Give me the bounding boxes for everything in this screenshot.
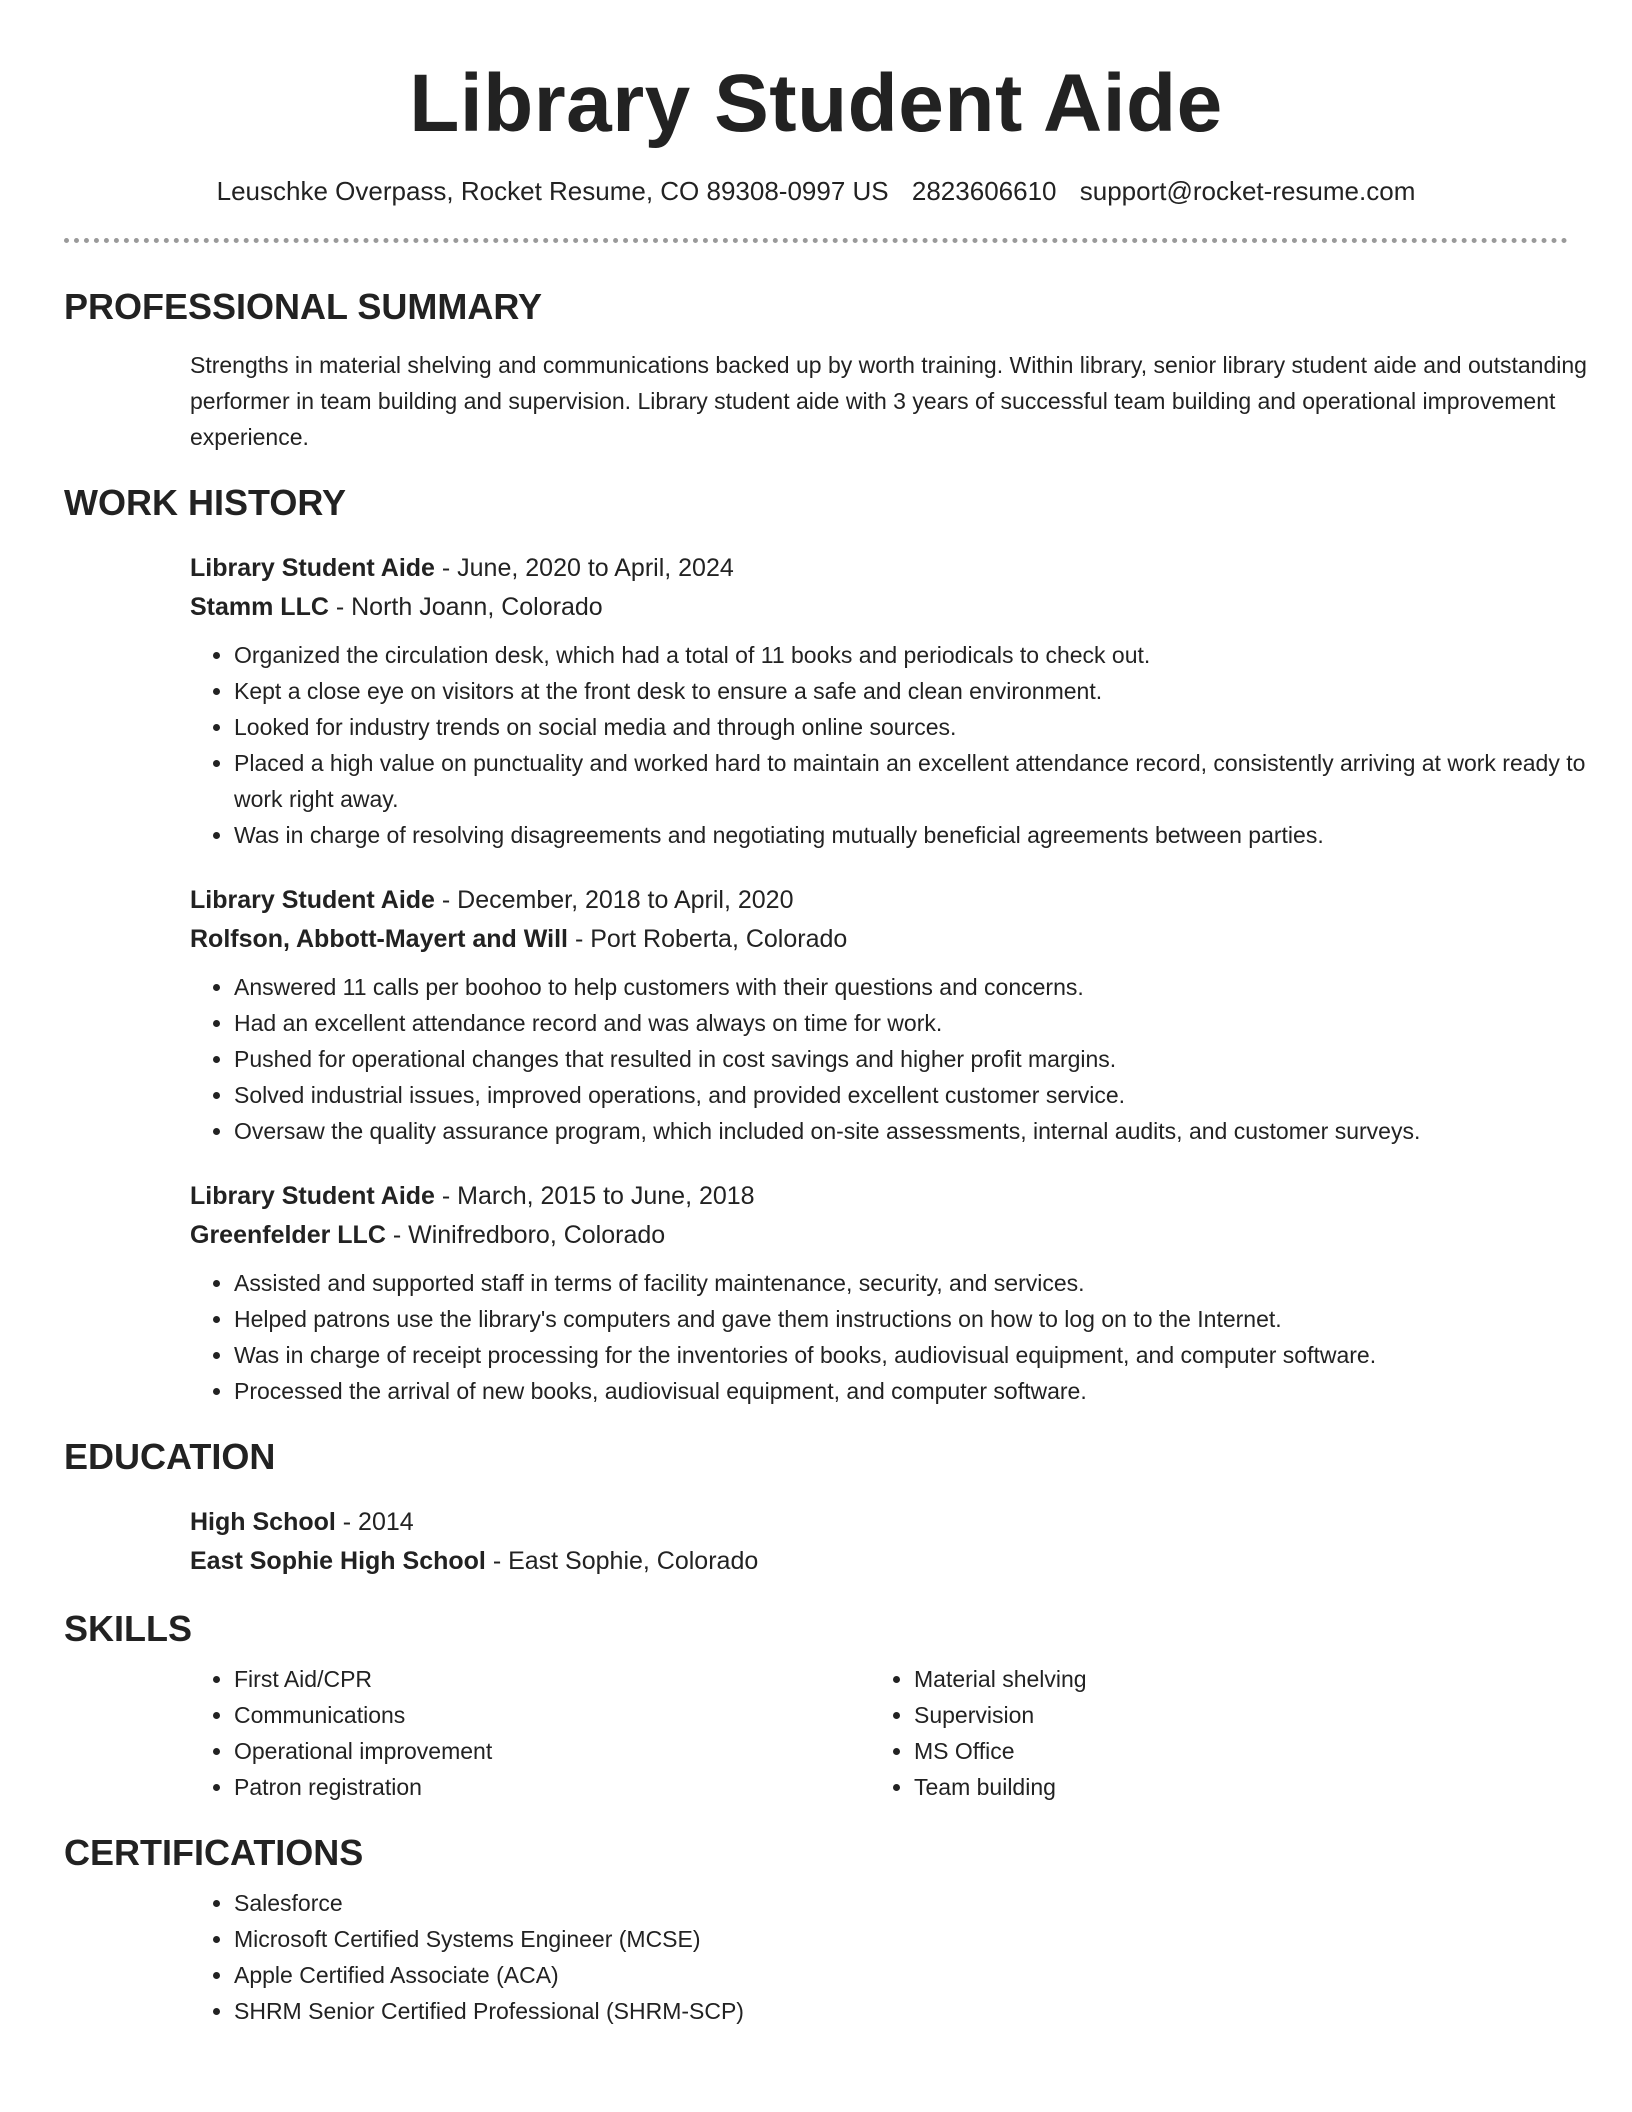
education-degree-line xyxy=(190,1503,1600,1542)
summary-heading: PROFESSIONAL SUMMARY xyxy=(64,286,543,327)
skill-item: • Team building xyxy=(914,1769,1550,1805)
education-section xyxy=(190,1503,1600,1581)
certification-item: • Salesforce xyxy=(234,1885,1600,1921)
skills-section xyxy=(190,1651,1600,1805)
job-title-line xyxy=(190,1177,1600,1216)
job-company-line xyxy=(190,920,1600,959)
contact-line xyxy=(64,174,1568,208)
skills-list-right xyxy=(870,1661,1550,1805)
candidate-name: Library Student Aide xyxy=(409,58,1223,149)
job-company-line xyxy=(190,588,1600,627)
header-divider xyxy=(64,238,1568,243)
job-dates: - March, 2015 to June, 2018 xyxy=(434,1182,755,1210)
job-bullets xyxy=(190,969,1600,1149)
list-item: • Was in charge of receipt processing for the inventories of books, audiovisual equipment, and computer software. xyxy=(234,1337,1600,1373)
list-item: • Assisted and supported staff in terms of facility maintenance, security, and services. xyxy=(234,1265,1600,1301)
job-title-line xyxy=(190,549,1600,588)
skill-item: • Supervision xyxy=(914,1697,1550,1733)
education-school: East Sophie High School xyxy=(190,1547,486,1575)
skills-column-right xyxy=(870,1651,1550,1805)
contact-address: Leuschke Overpass, Rocket Resume, CO 89308-0997 US xyxy=(216,176,889,206)
skill-item: • Material shelving xyxy=(914,1661,1550,1697)
education-location: - East Sophie, Colorado xyxy=(485,1547,759,1575)
skill-item: • Patron registration xyxy=(234,1769,870,1805)
list-item: • Was in charge of resolving disagreements and negotiating mutually beneficial agreements between parties. xyxy=(234,817,1600,853)
job-company-line xyxy=(190,1216,1600,1255)
certifications-section xyxy=(190,1885,1600,2029)
list-item: • Pushed for operational changes that resulted in cost savings and higher profit margins. xyxy=(234,1041,1600,1077)
certifications-list xyxy=(190,1885,1600,2029)
job-company: Stamm LLC xyxy=(190,593,329,621)
job-role: Library Student Aide xyxy=(190,886,435,914)
job-bullets xyxy=(190,1265,1600,1409)
list-item: • Processed the arrival of new books, audiovisual equipment, and computer software. xyxy=(234,1373,1600,1409)
job-company: Greenfelder LLC xyxy=(190,1221,386,1249)
contact-email[interactable]: support@rocket-resume.com xyxy=(1079,176,1416,206)
job-company: Rolfson, Abbott-Mayert and Will xyxy=(190,925,568,953)
work-history-heading: WORK HISTORY xyxy=(64,482,347,523)
certification-item: • SHRM Senior Certified Professional (SHRM-SCP) xyxy=(234,1993,1600,2029)
list-item: • Placed a high value on punctuality and worked hard to maintain an excellent attendance record, consistently arriving at work ready to work right away. xyxy=(234,745,1600,817)
job-location: - Port Roberta, Colorado xyxy=(568,925,848,953)
skill-item: • First Aid/CPR xyxy=(234,1661,870,1697)
list-item: • Organized the circulation desk, which had a total of 11 books and periodicals to check out. xyxy=(234,637,1600,673)
job-bullets xyxy=(190,637,1600,853)
list-item: • Solved industrial issues, improved operations, and provided excellent customer service. xyxy=(234,1077,1600,1113)
resume-page xyxy=(64,0,1587,2029)
job-location: - North Joann, Colorado xyxy=(328,593,603,621)
job-title-line xyxy=(190,881,1600,920)
education-year: - 2014 xyxy=(335,1508,414,1536)
certification-item: • Microsoft Certified Systems Engineer (MCSE) xyxy=(234,1921,1600,1957)
education-degree: High School xyxy=(190,1508,336,1536)
list-item: • Oversaw the quality assurance program, which included on-site assessments, internal audits, and customer surveys. xyxy=(234,1113,1600,1149)
job-role: Library Student Aide xyxy=(190,554,435,582)
job-entry xyxy=(190,1177,1600,1409)
work-history-section xyxy=(190,549,1600,1409)
certifications-heading: CERTIFICATIONS xyxy=(64,1832,364,1873)
job-dates: - June, 2020 to April, 2024 xyxy=(434,554,734,582)
summary-text: Strengths in material shelving and communications backed up by worth training. Within library, senior library student aide and outstanding performer in team building and supervision. Library student aide with 3 years of successful team building and operational improvement experience. xyxy=(190,352,1587,450)
skill-item: • Communications xyxy=(234,1697,870,1733)
skills-heading: SKILLS xyxy=(64,1608,193,1649)
job-entry xyxy=(190,549,1600,853)
skills-list-left xyxy=(190,1661,870,1805)
certification-item: • Apple Certified Associate (ACA) xyxy=(234,1957,1600,1993)
education-school-line xyxy=(190,1542,1600,1581)
job-role: Library Student Aide xyxy=(190,1182,435,1210)
skills-column-left xyxy=(190,1651,870,1805)
skill-item: • MS Office xyxy=(914,1733,1550,1769)
list-item: • Had an excellent attendance record and was always on time for work. xyxy=(234,1005,1600,1041)
summary-section xyxy=(190,347,1600,455)
skills-grid xyxy=(190,1651,1600,1805)
job-location: - Winifredboro, Colorado xyxy=(385,1221,666,1249)
list-item: • Kept a close eye on visitors at the front desk to ensure a safe and clean environment. xyxy=(234,673,1600,709)
job-entry xyxy=(190,881,1600,1149)
list-item: • Helped patrons use the library's computers and gave them instructions on how to log on to the Internet. xyxy=(234,1301,1600,1337)
education-heading: EDUCATION xyxy=(64,1436,276,1477)
list-item: • Looked for industry trends on social media and through online sources. xyxy=(234,709,1600,745)
job-dates: - December, 2018 to April, 2020 xyxy=(434,886,794,914)
list-item: • Answered 11 calls per boohoo to help customers with their questions and concerns. xyxy=(234,969,1600,1005)
contact-phone: 2823606610 xyxy=(911,176,1057,206)
skill-item: • Operational improvement xyxy=(234,1733,870,1769)
